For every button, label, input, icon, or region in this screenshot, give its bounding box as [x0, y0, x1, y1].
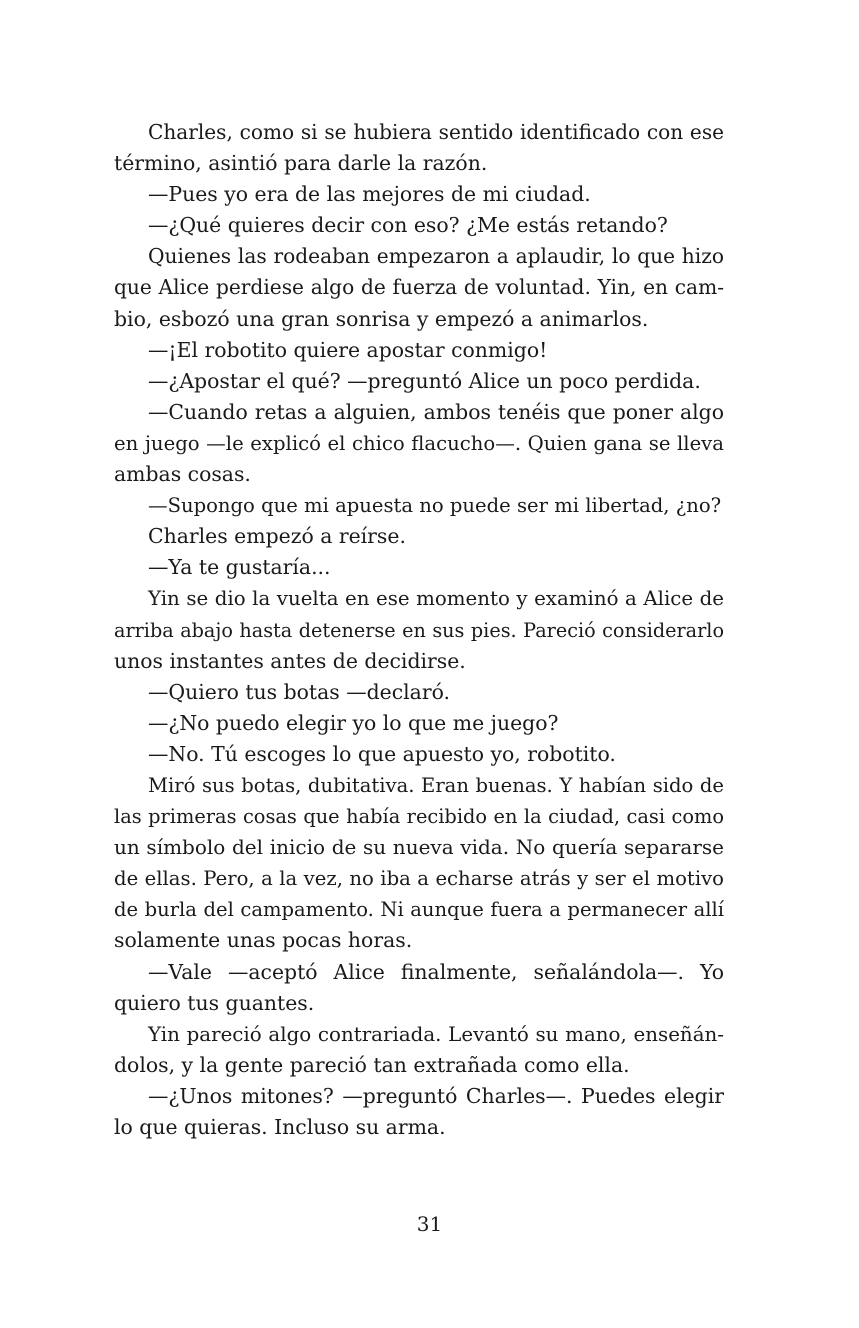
text-line: en juego —le explicó el chico flacucho—. Quien gana se lleva — [114, 431, 724, 455]
text-line: arriba abajo hasta detenerse en sus pies. Pareció considerarlo — [114, 618, 724, 642]
text-line: de burla del campamento. Ni aunque fuera a permanecer allí — [114, 898, 724, 922]
text-line: —¿Qué quieres decir con eso? ¿Me estás retando? — [148, 213, 668, 238]
text-line: término, asintió para darle la razón. — [114, 151, 488, 176]
text-line: —¿Unos mitones? —preguntó Charles—. Puedes elegir — [148, 1083, 724, 1108]
text-line: —Cuando retas a alguien, ambos tenéis que poner algo — [148, 399, 724, 424]
text-line: —Ya te gustaría... — [148, 555, 331, 580]
page-number: 31 — [416, 1212, 443, 1236]
text-line: —Quiero tus botas —declaró. — [148, 679, 450, 704]
text-line: las primeras cosas que había recibido en la ciudad, casi como — [114, 805, 724, 829]
text-line: solamente unas pocas horas. — [114, 928, 413, 953]
text-line: Yin pareció algo contrariada. Levantó su mano, enseñán- — [148, 1022, 724, 1046]
body-text — [114, 117, 724, 1143]
text-line: Charles empezó a reírse. — [148, 524, 406, 549]
text-line: —¿Apostar el qué? —preguntó Alice un poco perdida. — [148, 368, 701, 393]
text-line: bio, esbozó una gran sonrisa y empezó a animarlos. — [114, 306, 649, 331]
text-line: —No. Tú escoges lo que apuesto yo, robotito. — [148, 741, 616, 766]
text-line: Yin se dio la vuelta en ese momento y examinó a Alice de — [148, 587, 724, 611]
text-line: un símbolo del inicio de su nueva vida. No quería separarse — [114, 835, 724, 860]
text-line: dolos, y la gente pareció tan extrañada como ella. — [114, 1052, 630, 1077]
text-line: unos instantes antes de decidirse. — [114, 648, 466, 673]
text-line: —Pues yo era de las mejores de mi ciudad. — [148, 182, 591, 207]
text-line: Miró sus botas, dubitativa. Eran buenas. Y habían sido de — [148, 773, 724, 797]
text-line: —¿No puedo elegir yo lo que me juego? — [148, 710, 559, 735]
text-line: quiero tus guantes. — [114, 990, 315, 1015]
text-line: Charles, como si se hubiera sentido identificado con ese — [148, 120, 724, 144]
text-line: lo que quieras. Incluso su arma. — [114, 1115, 446, 1139]
text-line: —¡El robotito quiere apostar conmigo! — [148, 337, 548, 362]
text-line: —Supongo que mi apuesta no puede ser mi libertad, ¿no? — [148, 494, 722, 518]
text-line: Quienes las rodeaban empezaron a aplaudir, lo que hizo — [148, 244, 724, 269]
text-line: ambas cosas. — [114, 462, 251, 487]
text-line: —Vale —aceptó Alice finalmente, señalándola—. Yo — [148, 959, 724, 984]
text-line: que Alice perdiese algo de fuerza de voluntad. Yin, en cam- — [114, 275, 724, 300]
text-line: de ellas. Pero, a la vez, no iba a echarse atrás y ser el motivo — [114, 867, 724, 891]
